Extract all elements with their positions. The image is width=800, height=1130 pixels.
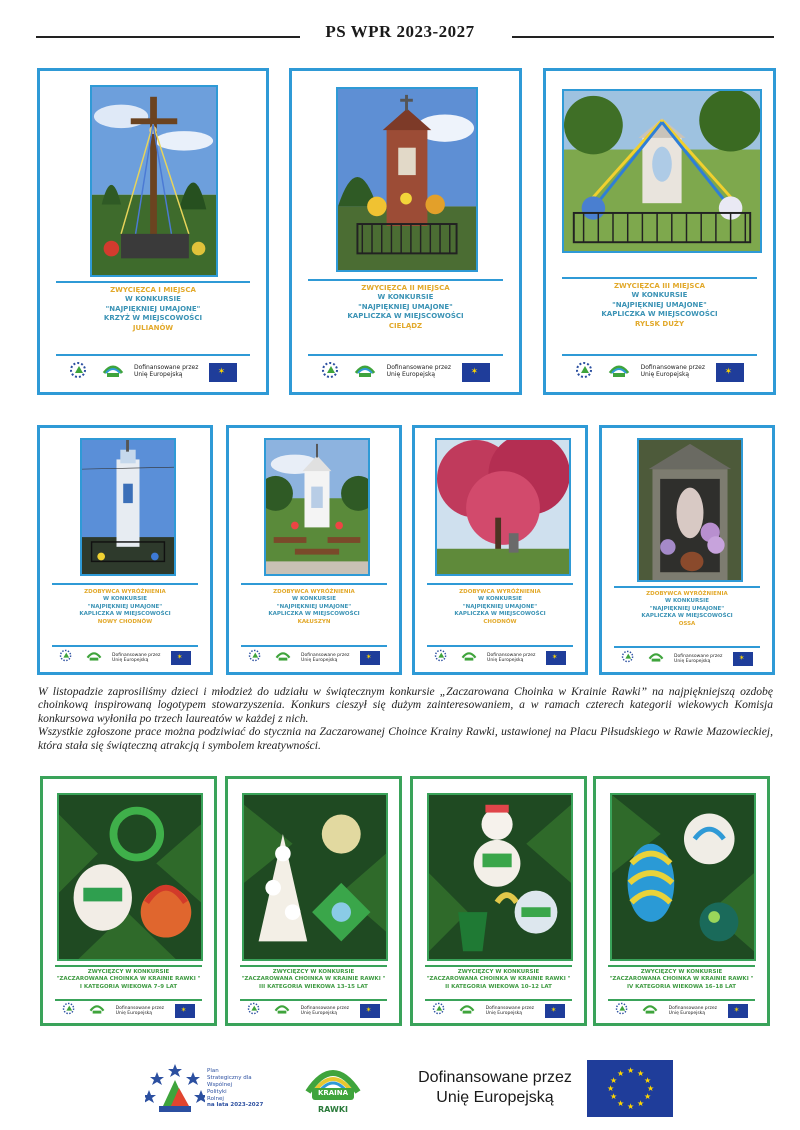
kraina-label: KRAINA	[317, 1089, 349, 1097]
eu-flag-icon: ✶	[728, 1004, 748, 1018]
caption-line-1: ZWYCIĘZCA II MIEJSCA	[361, 284, 450, 292]
eu-funding-text	[669, 1006, 717, 1016]
caption-rule	[425, 965, 572, 967]
caption-rule	[308, 279, 503, 281]
caption-line-2: W KONKURSIE	[377, 293, 434, 302]
distinction-caption	[602, 591, 772, 628]
eu-line-1: Dofinansowane przez	[115, 1005, 164, 1011]
svg-text:★: ★	[637, 1099, 645, 1108]
svg-text:★: ★	[644, 1092, 652, 1101]
svg-text:★: ★	[607, 1084, 615, 1093]
svg-text:★: ★	[617, 1099, 625, 1108]
award-caption	[292, 284, 519, 331]
eu-flag-icon: ✶	[360, 651, 380, 665]
eu-flag-icon: ✶	[545, 1004, 565, 1018]
svg-text:★: ★	[644, 1076, 652, 1085]
caption-line-3: "NAJPIĘKNIEJ UMAJONE"	[105, 304, 201, 313]
card-logo-strip	[40, 361, 266, 383]
distinction-card-kaluszyn	[226, 425, 402, 675]
kraina-rawki-logo	[608, 361, 630, 384]
kraina-rawki-logo	[461, 649, 477, 667]
eu-flag-icon: ✶	[733, 652, 753, 666]
ps-wpr-logo	[62, 1002, 78, 1020]
footer-ps-wpr-logo	[145, 1060, 270, 1118]
eu-flag-icon: ✶	[462, 363, 490, 382]
eu-line-2: Unię Europejską	[133, 371, 183, 378]
tree-contest-card-category-4	[593, 776, 770, 1026]
kraina-rawki-logo	[86, 649, 102, 667]
svg-text:★: ★	[627, 1102, 635, 1111]
distinction-card-ossa	[599, 425, 775, 675]
award-card-chapel-cieladz	[289, 68, 522, 395]
eu-funding-text	[487, 653, 535, 663]
eu-funding-text	[301, 653, 349, 663]
eu-line-1: Dofinansowane przez	[301, 652, 350, 658]
eu-line-1: Dofinansowane przez	[640, 364, 705, 372]
eu-line-2: Unię Europejską	[301, 658, 338, 663]
eu-line-2: Unię Europejską	[115, 1011, 153, 1016]
paragraph-1: W listopadzie zaprosiliśmy dzieci i młodzież do udziału w świątecznym konkursie „Zaczarowana Choinka w Krainie Rawki” na najpiękniejszą ozdobę choinkową inspirowaną logotypem stowarzyszenia. Konkurs cieszył się dużym zainteresowaniem, a w ramach czterech kategorii wiekowych Komisja konkursowa wyłoniła po trzech laureatów w każdej z nich.	[38, 685, 773, 725]
caption-line-3: I KATEGORIA WIEKOWA 7–9 LAT	[79, 983, 178, 990]
caption-rule	[241, 645, 387, 647]
card-logo-strip	[40, 650, 210, 666]
kraina-rawki-logo	[459, 1002, 475, 1020]
eu-line-1: Dofinansowane przez	[386, 364, 451, 372]
eu-line-2: Unię Europejską	[112, 658, 149, 663]
header-rule-right	[512, 36, 774, 38]
distinction-card-nowy-chodnow	[37, 425, 213, 675]
caption-rule	[614, 586, 760, 588]
caption-line-3: "NAJPIĘKNIEJ UMAJONE"	[612, 300, 707, 309]
caption-rule	[52, 583, 198, 585]
caption-rule	[55, 965, 202, 967]
kraina-rawki-logo	[642, 1002, 658, 1020]
eu-flag-icon: ✶	[716, 363, 744, 382]
eu-flag-icon: ✶	[209, 363, 237, 382]
eu-line-2: Unię Europejską	[485, 1011, 523, 1016]
kraina-rawki-logo	[89, 1002, 105, 1020]
distinction-caption	[229, 589, 399, 626]
caption-line-2: W KONKURSIE	[631, 291, 688, 300]
caption-line-4: KAPLICZKA W MIEJSCOWOŚCI	[347, 312, 464, 321]
eu-line-1: Dofinansowane przez	[133, 364, 199, 372]
caption-line-1: ZDOBYWCA WYRÓŻNIENIA	[273, 589, 355, 595]
paragraph-2: Wszystkie zgłoszone prace można podziwiać do stycznia na Zaczarowanej Choince Krainy Rawki, ustawionej na Placu Piłsudskiego w Rawie Mazowieckiej, która stała się świąteczną atrakcją i symbolem kreatywności.	[38, 725, 773, 752]
eu-line-1: Dofinansowane przez	[112, 652, 161, 658]
eu-flag-icon: ✶	[171, 651, 191, 665]
card-logo-strip	[292, 361, 519, 383]
caption-line-2: W KONKURSIE	[478, 596, 522, 603]
caption-line-5: NOWY CHODNÓW	[97, 618, 153, 625]
ps-wpr-logo	[575, 361, 597, 384]
eu-funding-text	[116, 1006, 164, 1016]
caption-line-4: KAPLICZKA W MIEJSCOWOŚCI	[79, 611, 171, 618]
eu-funding-text	[112, 653, 160, 663]
svg-text:★: ★	[610, 1076, 618, 1085]
caption-line-4: KRZYŻ W MIEJSCOWOŚCI	[103, 314, 203, 323]
svg-text:★: ★	[627, 1066, 635, 1075]
eu-flag-icon: ✶	[360, 1004, 380, 1018]
caption-line-2: "ZACZAROWANA CHOINKA W KRAINIE RAWKI "	[609, 976, 754, 983]
caption-line-2: W KONKURSIE	[665, 598, 709, 605]
caption-rule	[52, 645, 198, 647]
tree-contest-card-category-1	[40, 776, 217, 1026]
footer-kraina-rawki-logo	[302, 1058, 364, 1118]
kraina-rawki-logo	[354, 361, 376, 384]
card-logo-strip	[415, 650, 585, 666]
caption-line-1: ZWYCIĘZCY W KONKURSIE	[87, 969, 170, 975]
ps-wpr-logo	[434, 649, 450, 667]
tree-contest-caption	[43, 969, 214, 991]
award-card-cross-julianow	[37, 68, 269, 395]
card-logo-strip	[228, 1003, 399, 1019]
caption-line-5: CHODNÓW	[483, 618, 517, 625]
svg-text:★: ★	[617, 1069, 625, 1078]
caption-rule	[562, 354, 757, 356]
ps-wpr-logo	[59, 649, 75, 667]
card-logo-strip	[413, 1003, 584, 1019]
ps-wpr-logo	[621, 650, 637, 668]
ps-wpr-logo	[321, 361, 343, 384]
photo-chapel-kaluszyn	[264, 438, 370, 576]
svg-text:★: ★	[610, 1092, 618, 1101]
caption-line-4: KAPLICZKA W MIEJSCOWOŚCI	[454, 611, 546, 618]
eu-funding-text	[387, 365, 451, 379]
ps-line-2: Strategiczny dla	[207, 1074, 252, 1081]
caption-line-5: CIELĄDZ	[388, 321, 423, 330]
caption-line-2: "ZACZAROWANA CHOINKA W KRAINIE RAWKI "	[426, 976, 571, 983]
eu-flag-icon: ✶	[546, 651, 566, 665]
caption-line-1: ZWYCIĘZCY W KONKURSIE	[457, 969, 540, 975]
eu-footer-line-1: Dofinansowane przez	[418, 1069, 572, 1086]
eu-funding-text	[301, 1006, 349, 1016]
photo-chapel-rylsk	[562, 89, 762, 253]
caption-line-1: ZDOBYWCA WYRÓŻNIENIA	[84, 589, 166, 595]
kraina-rawki-logo	[102, 361, 124, 384]
caption-line-1: ZDOBYWCA WYRÓŻNIENIA	[646, 591, 728, 597]
caption-rule	[427, 583, 573, 585]
page-title: PS WPR 2023-2027	[325, 22, 475, 41]
caption-line-5: OSSA	[678, 620, 696, 627]
ps-wpr-logo	[247, 1002, 263, 1020]
tree-contest-caption	[596, 969, 767, 991]
photo-ornaments-category-2	[427, 793, 573, 961]
caption-line-3: "NAJPIĘKNIEJ UMAJONE"	[276, 603, 352, 610]
eu-line-1: Dofinansowane przez	[487, 652, 536, 658]
caption-rule	[308, 354, 503, 356]
photo-ornaments-category-3	[242, 793, 388, 961]
caption-line-2: W KONKURSIE	[103, 596, 147, 603]
caption-line-5: KAŁUSZYN	[297, 618, 331, 625]
photo-chapel-nowy-chodnow	[80, 438, 176, 576]
caption-line-1: ZWYCIĘZCY W KONKURSIE	[640, 969, 723, 975]
card-logo-strip	[43, 1003, 214, 1019]
ps-wpr-logo	[69, 361, 91, 384]
caption-line-1: ZWYCIĘZCY W KONKURSIE	[272, 969, 355, 975]
eu-flag-icon: ✶	[175, 1004, 195, 1018]
ps-wpr-text	[207, 1068, 263, 1109]
ps-line-4: Polityki	[207, 1088, 227, 1095]
ps-line-1: Plan	[207, 1068, 219, 1074]
eu-line-2: Unię Europejską	[674, 659, 711, 664]
award-caption	[40, 286, 266, 333]
caption-line-3: II KATEGORIA WIEKOWA 10–12 LAT	[445, 983, 552, 990]
footer-eu-flag-icon	[587, 1060, 673, 1117]
eu-funding-text	[674, 654, 722, 664]
ps-wpr-logo	[432, 1002, 448, 1020]
caption-rule	[425, 999, 572, 1001]
eu-line-2: Unię Europejską	[386, 371, 436, 378]
caption-line-4: KAPLICZKA W MIEJSCOWOŚCI	[641, 613, 733, 620]
caption-rule	[608, 999, 755, 1001]
tree-contest-card-category-3	[225, 776, 402, 1026]
ps-wpr-logo	[248, 649, 264, 667]
footer-eu-funding-text	[410, 1068, 580, 1108]
eu-line-2: Unię Europejską	[487, 658, 524, 663]
tree-contest-caption	[413, 969, 584, 991]
caption-rule	[241, 583, 387, 585]
kraina-rawki-logo	[648, 650, 664, 668]
caption-rule	[240, 999, 387, 1001]
caption-line-1: ZWYCIĘZCA III MIEJSCA	[613, 282, 705, 290]
eu-line-2: Unię Europejską	[668, 1011, 706, 1016]
svg-text:★: ★	[637, 1069, 645, 1078]
tree-contest-caption	[228, 969, 399, 991]
ps-wpr-logo	[615, 1002, 631, 1020]
rawki-label: RAWKI	[318, 1105, 348, 1114]
kraina-rawki-logo	[275, 649, 291, 667]
ps-line-3: Wspólnej	[207, 1081, 233, 1088]
caption-rule	[56, 354, 250, 356]
photo-chapel-chodnow	[435, 438, 571, 576]
caption-line-3: "NAJPIĘKNIEJ UMAJONE"	[649, 605, 725, 612]
caption-rule	[608, 965, 755, 967]
caption-line-4: KAPLICZKA W MIEJSCOWOŚCI	[268, 611, 360, 618]
caption-line-3: "NAJPIĘKNIEJ UMAJONE"	[462, 603, 538, 610]
card-logo-strip	[596, 1003, 767, 1019]
caption-rule	[614, 646, 760, 648]
caption-line-2: W KONKURSIE	[125, 295, 181, 304]
photo-cross	[90, 85, 218, 277]
photo-ornaments-category-4	[610, 793, 756, 961]
caption-rule	[55, 999, 202, 1001]
caption-line-2: "ZACZAROWANA CHOINKA W KRAINIE RAWKI "	[56, 976, 201, 983]
eu-line-1: Dofinansowane przez	[674, 653, 723, 659]
caption-line-2: W KONKURSIE	[292, 596, 336, 603]
caption-line-1: ZWYCIĘZCA I MIEJSCA	[110, 286, 196, 294]
distinction-caption	[40, 589, 210, 626]
tree-contest-card-category-2	[410, 776, 587, 1026]
article-text	[38, 685, 773, 752]
ps-line-6: na lata 2023-2027	[207, 1102, 264, 1109]
eu-line-2: Unię Europejską	[300, 1011, 338, 1016]
caption-rule	[240, 965, 387, 967]
kraina-rawki-emblem-icon	[302, 1058, 364, 1104]
photo-ornaments-category-1	[57, 793, 203, 961]
eu-line-1: Dofinansowane przez	[668, 1005, 717, 1011]
eu-funding-text	[641, 365, 705, 379]
caption-line-3: IV KATEGORIA WIEKOWA 16–18 LAT	[626, 983, 737, 990]
award-card-chapel-rylsk	[543, 68, 776, 395]
caption-line-5: JULIANÓW	[132, 323, 174, 332]
distinction-card-chodnow	[412, 425, 588, 675]
ps-line-5: Rolnej	[207, 1095, 224, 1102]
eu-funding-text	[486, 1006, 534, 1016]
caption-line-3: III KATEGORIA WIEKOWA 13–15 LAT	[259, 983, 368, 990]
eu-line-2: Unię Europejską	[640, 371, 690, 378]
caption-rule	[427, 645, 573, 647]
photo-chapel-ossa	[637, 438, 743, 582]
caption-line-2: "ZACZAROWANA CHOINKA W KRAINIE RAWKI "	[241, 976, 386, 983]
caption-line-3: "NAJPIĘKNIEJ UMAJONE"	[87, 603, 163, 610]
card-logo-strip	[546, 361, 773, 383]
award-caption	[546, 282, 773, 329]
photo-chapel-cieladz	[336, 87, 478, 272]
caption-line-4: KAPLICZKA W MIEJSCOWOŚCI	[601, 310, 718, 319]
caption-rule	[562, 277, 757, 279]
caption-rule	[56, 281, 250, 283]
card-logo-strip	[602, 651, 772, 667]
caption-line-3: "NAJPIĘKNIEJ UMAJONE"	[358, 302, 453, 311]
card-logo-strip	[229, 650, 399, 666]
eu-line-1: Dofinansowane przez	[485, 1005, 534, 1011]
caption-line-5: RYLSK DUŻY	[634, 319, 685, 328]
kraina-rawki-logo	[274, 1002, 290, 1020]
svg-text:★: ★	[647, 1084, 655, 1093]
eu-funding-text	[134, 365, 198, 379]
caption-line-1: ZDOBYWCA WYRÓŻNIENIA	[459, 589, 541, 595]
eu-line-1: Dofinansowane przez	[300, 1005, 349, 1011]
eu-footer-line-2: Unię Europejską	[436, 1089, 554, 1106]
distinction-caption	[415, 589, 585, 626]
ps-wpr-emblem-icon	[145, 1060, 205, 1118]
